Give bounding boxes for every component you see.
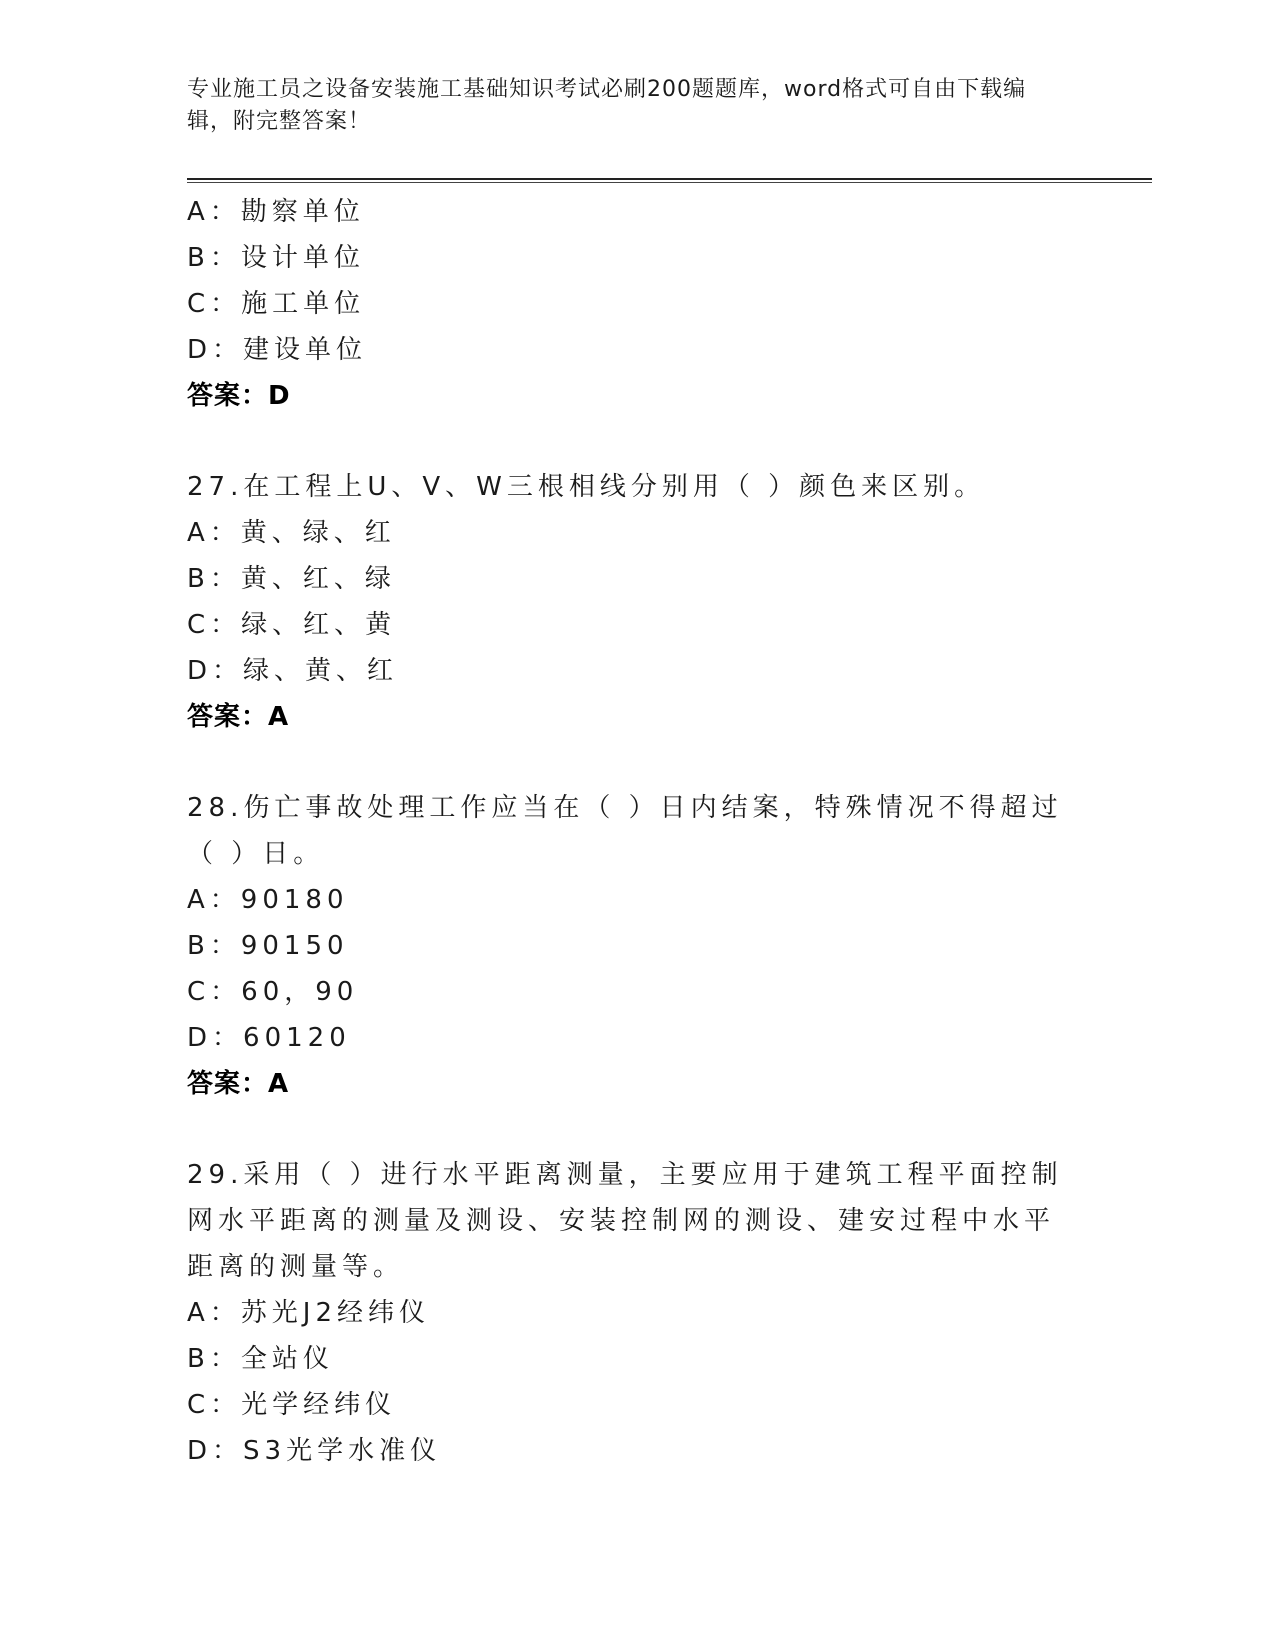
option-c: C：光学经纬仪 xyxy=(187,1390,397,1420)
spacer xyxy=(187,1107,1067,1152)
option-b: B：设计单位 xyxy=(187,243,365,273)
option-a: A：苏光J2经纬仪 xyxy=(187,1298,430,1328)
answer-line: 答案：A xyxy=(187,1069,290,1099)
question-block-26 xyxy=(187,189,1067,419)
option-c: C：60，90 xyxy=(187,977,359,1007)
spacer xyxy=(187,740,1067,785)
option-a: A：勘察单位 xyxy=(187,197,365,227)
header-divider-thick xyxy=(187,178,1152,180)
option-d: D：绿、黄、红 xyxy=(187,656,399,686)
option-a: A：90180 xyxy=(187,885,349,915)
question-text: 28.伤亡事故处理工作应当在（ ）日内结案，特殊情况不得超过（ ）日。 xyxy=(187,793,1063,869)
option-b: B：黄、红、绿 xyxy=(187,564,396,594)
question-text: 27.在工程上U、V、W三根相线分别用（ ）颜色来区别。 xyxy=(187,472,986,502)
option-b: B：90150 xyxy=(187,931,349,961)
header-divider-thin xyxy=(187,182,1152,183)
option-c: C：绿、红、黄 xyxy=(187,610,397,640)
document-body xyxy=(187,189,1067,1474)
answer-line: 答案：A xyxy=(187,702,290,732)
option-a: A：黄、绿、红 xyxy=(187,518,396,548)
spacer xyxy=(187,419,1067,464)
option-c: C：施工单位 xyxy=(187,289,366,319)
question-text: 29.采用（ ）进行水平距离测量，主要应用于建筑工程平面控制网水平距离的测量及测设、安装控制网的测设、建安过程中水平距离的测量等。 xyxy=(187,1160,1063,1282)
option-d: D：S3光学水准仪 xyxy=(187,1436,442,1466)
question-block-29 xyxy=(187,1152,1067,1474)
option-d: D：60120 xyxy=(187,1023,351,1053)
document-header: 专业施工员之设备安装施工基础知识考试必刷200题题库，word格式可自由下载编辑，附完整答案！ xyxy=(187,77,1027,134)
question-block-27 xyxy=(187,464,1067,740)
option-b: B：全站仪 xyxy=(187,1344,334,1374)
question-block-28 xyxy=(187,785,1067,1107)
answer-line: 答案：D xyxy=(187,381,291,411)
option-d: D：建设单位 xyxy=(187,335,368,365)
